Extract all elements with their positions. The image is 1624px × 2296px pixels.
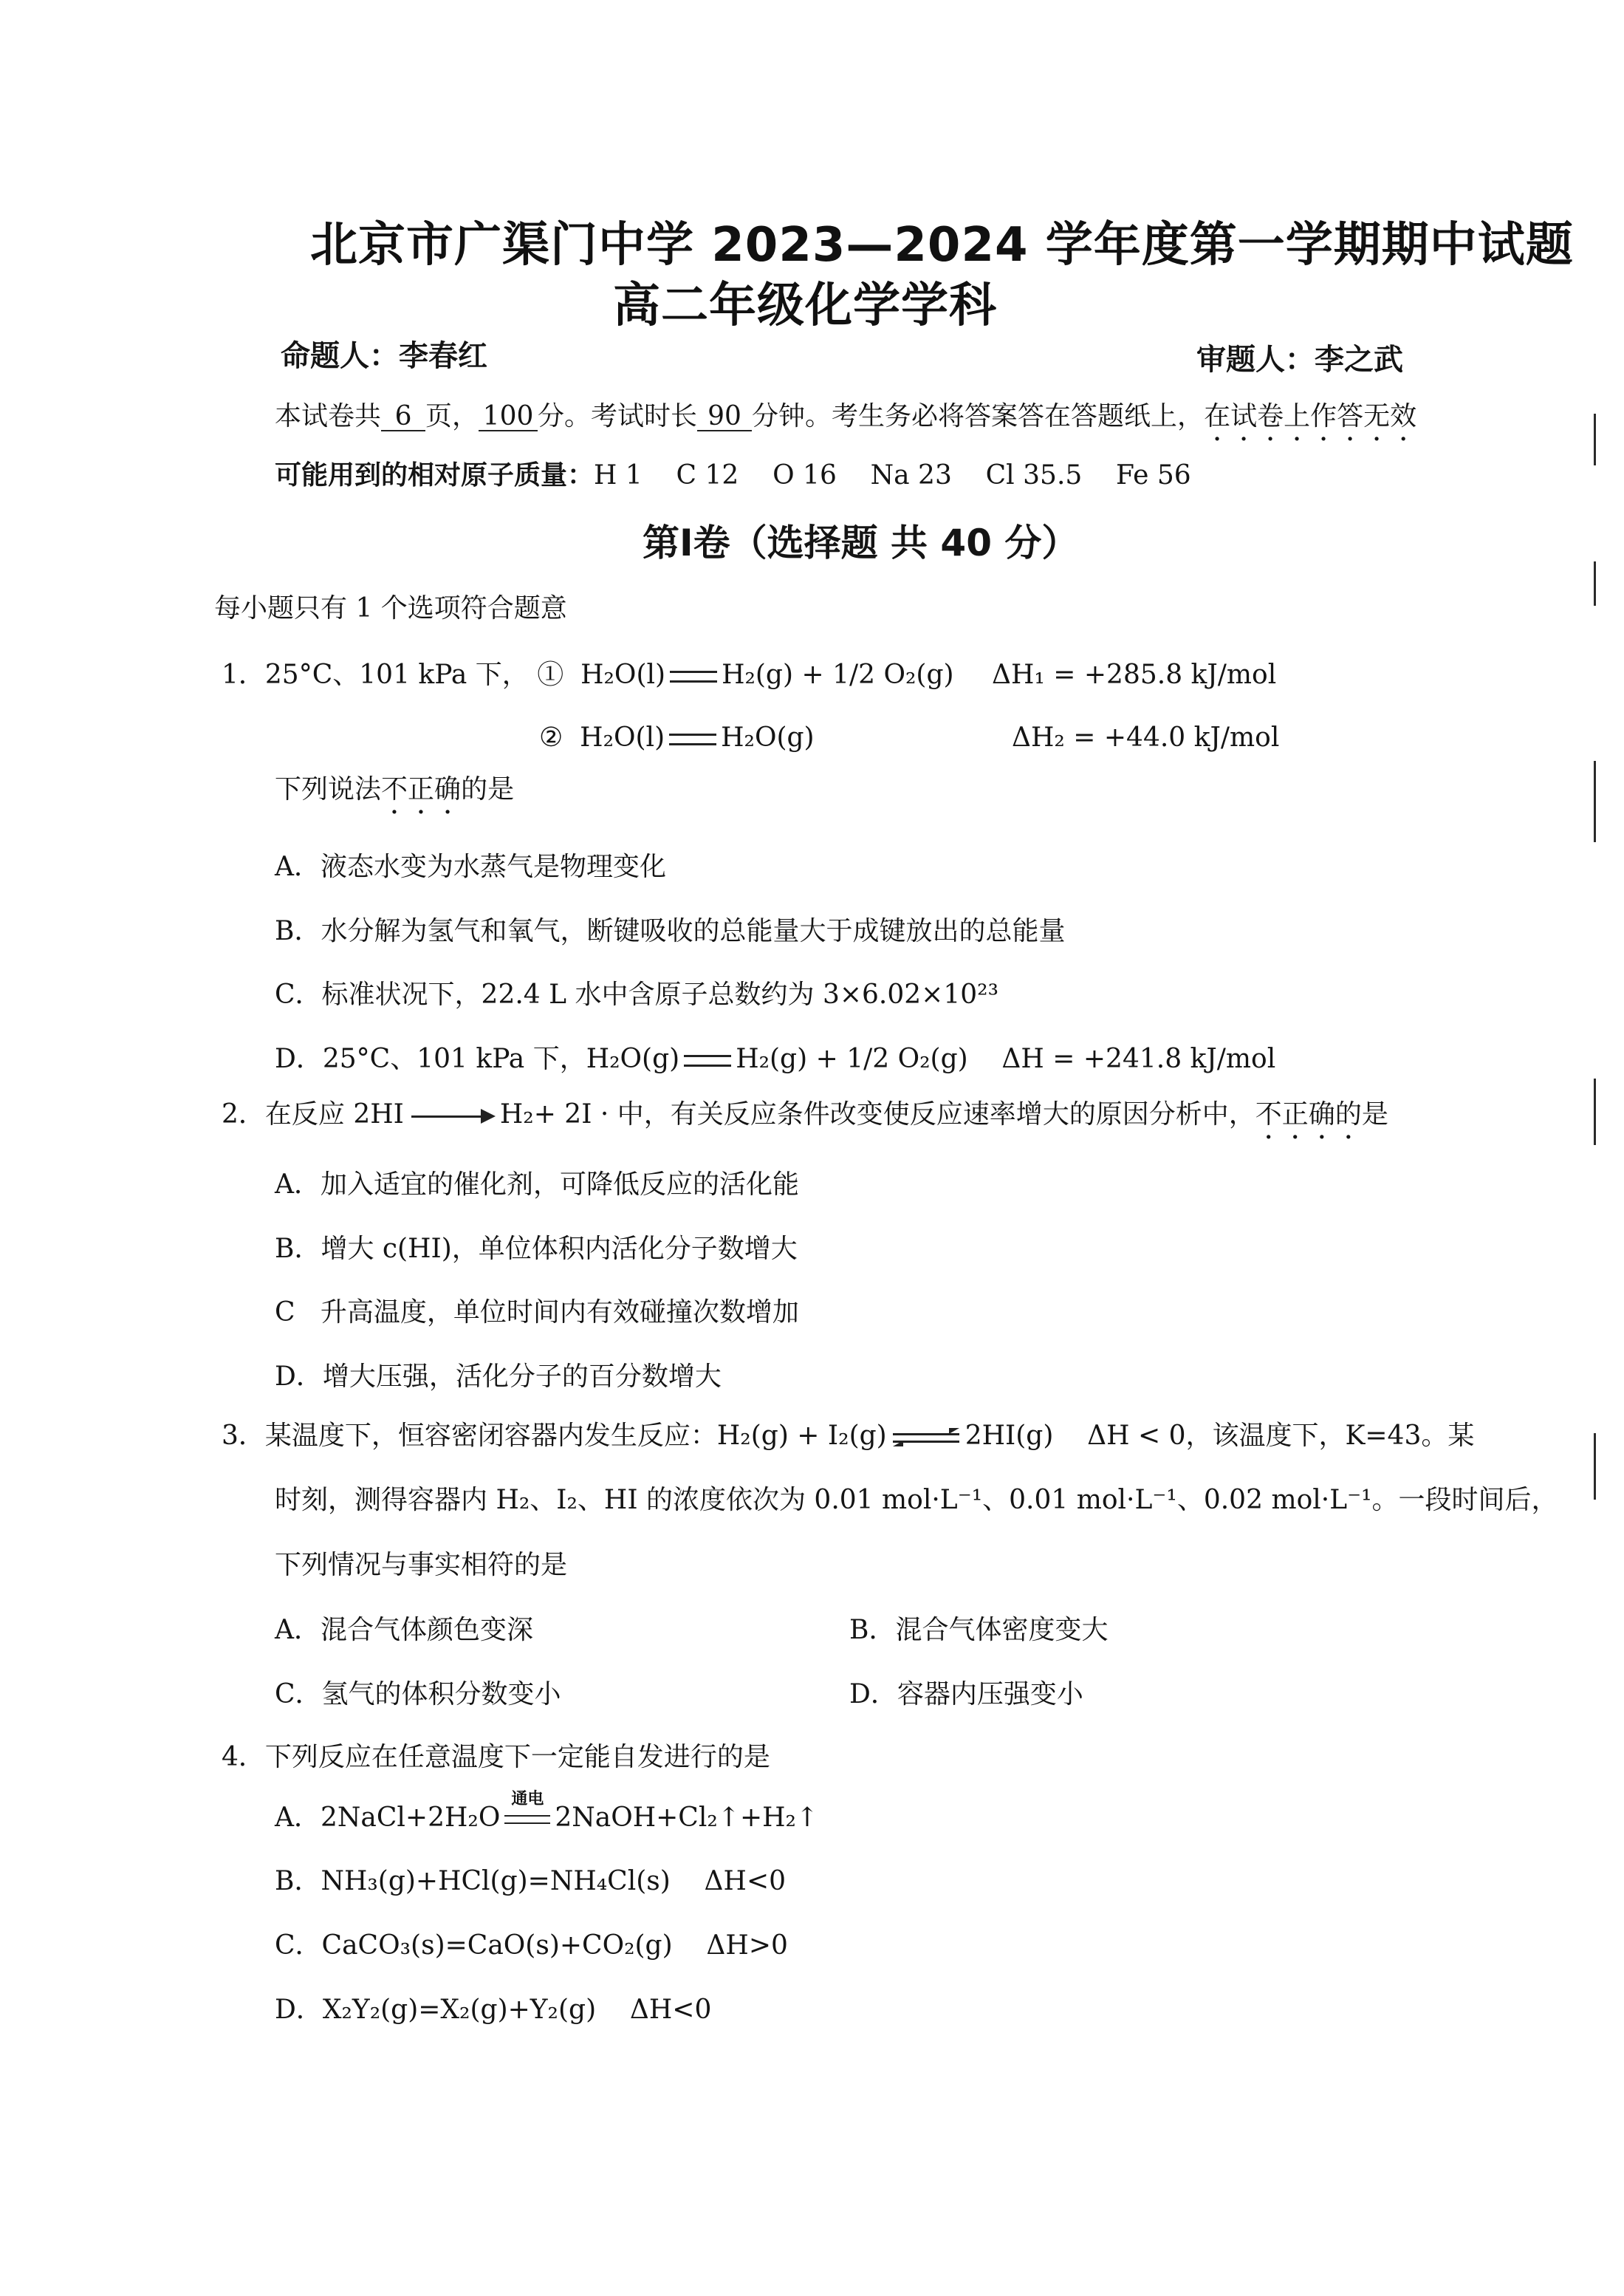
q2-option-d: D．增大压强，活化分子的百分数增大 [275, 1361, 722, 1392]
atomic-mass-line [275, 454, 1191, 492]
exam-subtitle: 高二年级化学学科 [613, 279, 997, 333]
emph-char: 不 [381, 774, 408, 804]
q4-option-b: B．NH₃(g)+HCl(g)=NH₄Cl(s) ΔH<0 [275, 1866, 787, 1896]
emph-char: 答 [1337, 401, 1364, 431]
info-text-1: 本试卷共 [275, 401, 382, 431]
emph-char: 上 [1284, 401, 1311, 431]
q2-stem [222, 1093, 1388, 1131]
reaction-arrow [411, 1115, 493, 1118]
reviewer-name: 审题人：李之武 [1196, 343, 1403, 377]
q1-reaction-1 [222, 654, 1276, 691]
setter-name: 命题人：李春红 [281, 339, 487, 373]
info-text-2: 页， [425, 401, 479, 431]
total-score: 100 [479, 403, 538, 431]
stem-emphasis [381, 774, 461, 804]
q4-option-d: D．X₂Y₂(g)=X₂(g)+Y₂(g) ΔH<0 [275, 1995, 712, 2025]
equals-sign [670, 671, 717, 683]
q3-option-b: B．混合气体密度变大 [849, 1615, 1109, 1645]
emph-char: 无 [1363, 401, 1391, 431]
q2-option-a: A．加入适宜的催化剂，可降低反应的活化能 [275, 1169, 799, 1200]
atomic-mass-label: 可能用到的相对原子质量： [275, 460, 595, 491]
emph-char: 正 [1281, 1099, 1309, 1130]
q1-condition: 25°C、101 kPa 下， [264, 660, 529, 690]
q1-stem [275, 768, 514, 806]
q1-option-d [275, 1038, 1275, 1076]
reactant: H₂O(l) [580, 722, 665, 753]
exam-minutes: 90 [697, 403, 752, 431]
emph-char: 不 [1255, 1099, 1282, 1130]
reaction-label: ① [537, 660, 564, 690]
question-number: 2． [222, 1099, 265, 1130]
stem-text: 在反应 2HI [264, 1099, 404, 1130]
reversible-arrow [893, 1430, 959, 1445]
emph-char: 试 [1230, 401, 1258, 431]
emph-char: 作 [1310, 401, 1337, 431]
emph-char: 在 [1204, 401, 1231, 431]
scan-edge-mark [1594, 1079, 1596, 1145]
exam-info [275, 395, 1416, 433]
question-number: 1． [222, 660, 265, 690]
q1-option-c: C．标准状况下，22.4 L 水中含原子总数约为 3×6.02×10²³ [275, 980, 998, 1010]
electrolysis-sign [500, 1790, 555, 1833]
emph-char: 的 [1335, 1099, 1362, 1130]
emph-char: 卷 [1257, 401, 1284, 431]
stem-text: H₂+ 2I · 中，有关反应条件改变使反应速率增大的原因分析中， [499, 1099, 1255, 1130]
reactant: H₂O(l) [580, 660, 666, 690]
q1-option-a: A．液态水变为水蒸气是物理变化 [275, 852, 666, 882]
q3-option-a: A．混合气体颜色变深 [275, 1615, 533, 1645]
scan-edge-mark [1594, 414, 1596, 465]
scan-edge-mark [1594, 1433, 1596, 1500]
equals-sign [669, 734, 716, 745]
info-emphasis [1204, 401, 1416, 431]
option-text: D．25°C、101 kPa 下，H₂O(g) [275, 1044, 680, 1074]
exam-title: 北京市广渠门中学 2023—2024 学年度第一学期期中试题 [310, 218, 1574, 273]
question-number: 3． [222, 1421, 265, 1451]
product: H₂(g) + 1/2 O₂(g) [722, 660, 954, 690]
q1-option-b: B．水分解为氢气和氧气，断键吸收的总能量大于成键放出的总能量 [275, 916, 1066, 946]
emph-char: 效 [1390, 401, 1417, 431]
info-text-3: 分。考试时长 [538, 401, 698, 431]
q4-option-c: C．CaCO₃(s)=CaO(s)+CO₂(g) ΔH>0 [275, 1930, 788, 1961]
page-count: 6 [381, 403, 425, 431]
q2-option-c: C 升高温度，单位时间内有效碰撞次数增加 [275, 1297, 799, 1328]
q1-enthalpy-2: ΔH₂ = +44.0 kJ/mol [1012, 722, 1280, 753]
emph-char: 正 [408, 774, 435, 804]
q3-option-d: D．容器内压强变小 [849, 1679, 1083, 1709]
emph-char: 确 [1308, 1099, 1335, 1130]
info-text-4: 分钟。考生务必将答案答在答题纸上， [752, 401, 1205, 431]
section-instruction: 每小题只有 1 个选项符合题意 [214, 593, 567, 623]
reaction-label: ② [539, 722, 563, 753]
equals-sign [684, 1055, 731, 1067]
atomic-mass-values: H 1 C 12 O 16 Na 23 Cl 35.5 Fe 56 [594, 460, 1191, 491]
question-number: 4． [222, 1742, 265, 1772]
product: H₂O(g) [721, 722, 815, 753]
stem-emphasis [1255, 1099, 1362, 1130]
q3-line-2: 时刻，测得容器内 H₂、I₂、HI 的浓度依次为 0.01 mol·L⁻¹、0.01 mol·L⁻¹、0.02 mol·L⁻¹。一段时间后， [275, 1485, 1558, 1515]
stem-text: 下列反应在任意温度下一定能自发进行的是 [264, 1742, 770, 1772]
q4-stem [222, 1736, 770, 1774]
stem-text: 某温度下，恒容密闭容器内发生反应：H₂(g) + I₂(g) [264, 1421, 887, 1451]
option-text: H₂(g) + 1/2 O₂(g) ΔH = +241.8 kJ/mol [736, 1044, 1276, 1074]
option-text: 2NaOH+Cl₂↑+H₂↑ [555, 1803, 819, 1833]
emph-char: 确 [434, 774, 462, 804]
scan-edge-mark [1594, 761, 1596, 842]
condition-label: 通电 [511, 1790, 544, 1808]
scan-edge-mark [1594, 561, 1596, 606]
q1-reaction-2 [539, 722, 815, 753]
q4-option-a [275, 1790, 819, 1834]
stem-text: 下列说法 [275, 774, 382, 804]
q3-option-c: C．氢气的体积分数变小 [275, 1679, 561, 1709]
stem-text: 2HI(g) ΔH < 0，该温度下，K=43。某 [965, 1421, 1475, 1451]
stem-text: 的是 [461, 774, 515, 804]
q2-option-b: B．增大 c(HI)，单位体积内活化分子数增大 [275, 1234, 798, 1264]
enthalpy-change: ΔH₁ = +285.8 kJ/mol [992, 660, 1277, 690]
section-title: 第Ⅰ卷（选择题 共 40 分） [643, 522, 1079, 564]
q3-line-1 [222, 1415, 1474, 1452]
stem-text: 是 [1361, 1099, 1388, 1130]
option-text: A．2NaCl+2H₂O [275, 1803, 501, 1833]
q3-line-3: 下列情况与事实相符的是 [275, 1550, 568, 1580]
